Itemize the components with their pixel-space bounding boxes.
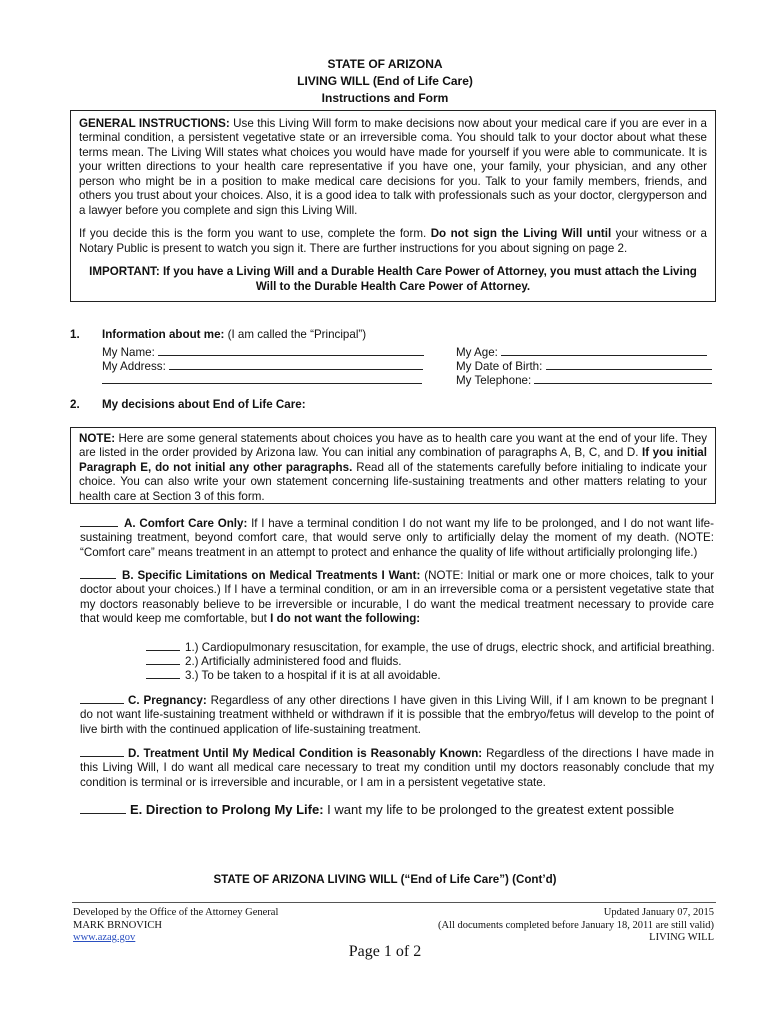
option-b2: 2.) Artificially administered food and fluids. [146,653,716,667]
header-title: LIVING WILL (End of Life Care) [297,74,473,88]
instructions-paragraph-2: If you decide this is the form you want to use, complete the form. Do not sign the Living Will until your witness or a Notary Public is present to watch you sign it. There are further instructions for you about signing on page 2. [79,227,707,255]
section-2-title: My decisions about End of Life Care: [102,398,306,411]
paragraph-e: E. Direction to Prolong My Life: I want my life to be prolonged to the greatest extent possible [80,800,674,818]
footer-validity: (All documents completed before January 18, 2011 are still valid) [437,919,714,931]
page-number: Page 1 of 2 [348,943,422,960]
paragraph-d: D. Treatment Until My Medical Condition is Reasonably Known: Regardless of the directions I have made in this Living Will, I do want all medical care necessary to treat my condition until my doctors reasonably conclude that my condition is terminal or is irreversible and incurable, or I am in a persistent vegetative state. [80,747,714,789]
phone-label: My Telephone: [456,374,532,387]
paragraph-c-title: C. Pregnancy: [128,694,207,707]
header-subtitle: Instructions and Form [321,91,449,105]
note-box [70,427,716,504]
paragraph-a-title: A. Comfort Care Only: [124,517,248,530]
paragraph-e-title: E. Direction to Prolong My Life: [130,802,324,817]
initial-line-b[interactable] [80,567,116,579]
option-b1: 1.) Cardiopulmonary resuscitation, for example, the use of drugs, electric shock, and artificial breathing. [146,639,716,653]
paragraph-d-title: D. Treatment Until My Medical Condition is Reasonably Known: [128,747,483,760]
initial-line-a[interactable] [80,515,118,527]
header-state: STATE OF ARIZONA [327,57,443,71]
name-label: My Name: [102,346,155,359]
section-1-heading: 1. Information about me: (I am called the “Principal”) [70,328,367,341]
age-label: My Age: [456,346,498,359]
age-input-line[interactable] [501,343,707,356]
footer-divider [72,902,716,903]
footer-website-link[interactable]: www.azag.gov [73,932,136,943]
paragraph-b: B. Specific Limitations on Medical Treatments I Want: (NOTE: Initial or mark one or more choices, talk to your doctor about your choices.) If I have a terminal condition, or am in an irreversible coma or a persistent vegetative state that my doctors reasonably believe to be irreversible or incurable, I do want the medical treatment necessary to provide care that would keep me comfortable, but I do not want the following: [80,569,714,626]
footer-attorney-general: MARK BRNOVICH [73,919,162,931]
note-text: NOTE: Here are some general statements about choices you have as to health care you want at the end of your life. They are listed in the order provided by Arizona law. You can initial any combination of paragraphs A, B, C, and D. If you initial Paragraph E, do not initial any other paragraphs. Read all of the statements carefully before initialing to indicate your choice. You can also write your own statement concerning life-sustaining treatments and other matters relating to your health care at Section 3 of this form. [79,432,707,503]
instructions-label: GENERAL INSTRUCTIONS: [79,117,230,130]
initial-line-b2[interactable] [146,653,180,665]
paragraph-b-title: B. Specific Limitations on Medical Treatments I Want: [122,569,421,582]
footer-doc-type: LIVING WILL [649,932,714,943]
paragraph-a: A. Comfort Care Only: If I have a terminal condition I do not want my life to be prolonged, and I do not want life-sustaining treatment, beyond comfort care, that would serve only to artificially delay the moment of my death. (NOTE: “Comfort care” means treatment in an attempt to protect and enhance the quality of life without artificially prolonging life.) [80,517,714,559]
section-2-heading: 2. My decisions about End of Life Care: [70,398,306,411]
document-header [0,56,770,107]
footer-office: Developed by the Office of the Attorney General [73,907,279,918]
initial-line-c[interactable] [80,692,124,704]
instructions-paragraph-1: GENERAL INSTRUCTIONS: Use this Living Will form to make decisions now about your medical care if you are ever in a terminal condition, a persistent vegetative state or an irreversible coma. You should talk to your doctor about what these terms mean. The Living Will states what choices you would have made for yourself if you were able to communicate. It is your written directions to your health care representative if you have one, your family, your physician, and any other person who might be in a position to make medical care decisions for you. Talk to your family members, friends, and others you trust about your choices. Also, it is a good idea to talk with professionals such as your doctor, clergyperson and a lawyer before you complete and sign this Living Will. [79,117,707,217]
section-1-title: Information about me: [102,328,225,341]
general-instructions-box [70,110,716,302]
initial-line-d[interactable] [80,745,124,757]
name-input-line[interactable] [158,343,424,356]
initial-line-b3[interactable] [146,667,180,679]
initial-line-b1[interactable] [146,639,180,651]
footer-left [73,907,278,945]
phone-input-line[interactable] [534,371,712,384]
dob-input-line[interactable] [546,357,712,370]
paragraph-b-options [146,639,716,681]
continued-heading: STATE OF ARIZONA LIVING WILL (“End of Life Care”) (Cont’d) [213,873,557,886]
footer-right [438,907,714,945]
note-label: NOTE: [79,432,116,445]
phone-field [456,371,712,388]
address-input-line-2[interactable] [102,371,422,384]
footer-updated: Updated January 07, 2015 [603,907,714,918]
dob-label: My Date of Birth: [456,360,543,373]
address-label: My Address: [102,360,166,373]
option-b3: 3.) To be taken to a hospital if it is at all avoidable. [146,667,716,681]
important-notice: IMPORTANT: If you have a Living Will and a Durable Health Care Power of Attorney, you must attach the Living Will to the Durable Health Care Power of Attorney. [89,265,697,293]
initial-line-e[interactable] [80,800,126,814]
address-line-2 [102,371,422,388]
address-input-line[interactable] [169,357,423,370]
paragraph-c: C. Pregnancy: Regardless of any other directions I have given in this Living Will, if I am known to be pregnant I do not want life-sustaining treatment withheld or withdrawn if it is possible that the embryo/fetus will develop to the point of live birth with the continued application of life-sustaining treatment. [80,694,714,736]
